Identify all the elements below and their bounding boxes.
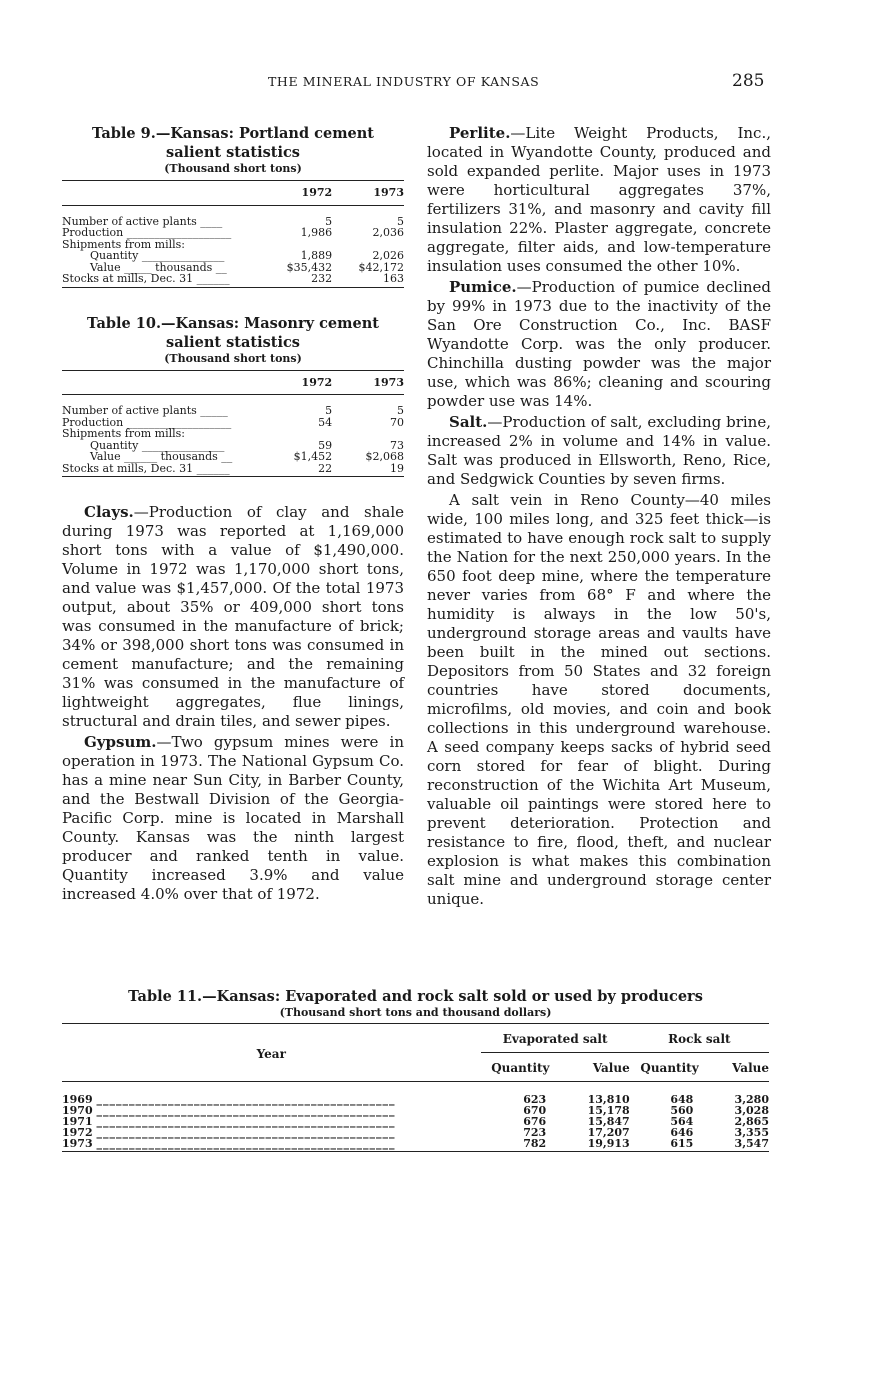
cell-1972: $1,452 (293, 450, 333, 463)
evap-qty-cell: 782 (481, 1138, 561, 1152)
evap-qty-cell: 723 (523, 1126, 547, 1139)
evap-val-cell: 13,810 (587, 1093, 630, 1106)
rock-quantity-header: Quantity (630, 1053, 710, 1082)
rock-val-cell: 3,028 (734, 1104, 769, 1117)
table-row (62, 250, 404, 262)
year-label: 1973 (62, 1137, 93, 1150)
table-10-col-1972: 1972 (260, 370, 332, 395)
table-row (62, 463, 404, 477)
table-9-subcaption: (Thousand short tons) (164, 162, 302, 175)
cell-1973: 19 (332, 463, 404, 477)
rock-val-cell: 3,280 (734, 1093, 769, 1106)
row-label: Value ______ thousands __ (90, 450, 233, 463)
perlite-paragraph (427, 124, 771, 276)
pumice-paragraph (427, 278, 771, 411)
table-10-grid (62, 370, 404, 478)
year-label: 1971 (62, 1115, 93, 1128)
clays-paragraph (62, 503, 404, 731)
table-row (62, 428, 404, 440)
table-10-col-1973: 1973 (332, 370, 404, 395)
table-row (62, 227, 404, 239)
salt-body: —Production of salt, excluding brine, increased 2% in volume and 14% in value. Salt was produced in Ellsworth, Reno, Rice, and Sedgwick Counties by seven firms. (427, 413, 771, 488)
evaporated-salt-header: Evaporated salt (481, 1024, 630, 1053)
evap-val-cell: 19,913 (560, 1138, 630, 1152)
row-label: Number of active plants _____ (62, 404, 228, 417)
leader-dots: ______________________________________________ (96, 1104, 396, 1117)
rock-salt-header: Rock salt (630, 1024, 769, 1053)
cell-1972: 1,889 (300, 249, 333, 262)
gypsum-heading: Gypsum. (84, 733, 157, 751)
cell-1972: 5 (325, 404, 333, 417)
table-9-grid (62, 180, 404, 288)
cell-1973: $42,172 (358, 260, 404, 274)
rock-val-cell: 2,865 (734, 1115, 769, 1128)
cell-1972: 1,986 (300, 226, 333, 239)
left-column (62, 124, 404, 904)
evap-value-header: Value (560, 1053, 630, 1082)
evap-qty-cell: 676 (523, 1115, 547, 1128)
cell-1973: 2,026 (372, 249, 404, 262)
row-label: Number of active plants ____ (62, 214, 223, 228)
cell-1972: 232 (260, 273, 332, 287)
cell-1972 (260, 428, 332, 440)
cell-1973: 70 (390, 415, 404, 429)
cell-1972: 22 (260, 463, 332, 477)
cell-1972: $35,432 (286, 260, 333, 274)
rock-qty-cell: 648 (670, 1093, 694, 1106)
year-cell (62, 1138, 481, 1152)
cell-1973 (332, 428, 404, 440)
evap-val-cell: 15,178 (587, 1104, 630, 1117)
leader-dots: ______________________________________________ (96, 1126, 396, 1139)
row-label: Quantity _______________ (90, 438, 225, 452)
table-11-grid (62, 1023, 769, 1152)
evap-val-cell: 15,847 (587, 1115, 630, 1128)
table-11-caption: Table 11.—Kansas: Evaporated and rock salt sold or used by producers (128, 988, 703, 1005)
rock-qty-cell: 564 (670, 1115, 694, 1128)
rock-val-cell: 3,355 (734, 1126, 769, 1139)
gypsum-body: —Two gypsum mines were in operation in 1973. The National Gypsum Co. has a mine near Sun City, in Barber County, and the Bestwall Division of the Georgia-Pacific Corp. mine is located in Marshall County. Kansas was the ninth largest producer and ranked tenth in value. Quantity increased 3.9% and value increased 4.0% over that of 1972. (62, 733, 404, 903)
cell-1973: 5 (397, 214, 404, 228)
row-label: Shipments from mills: (62, 427, 185, 440)
leader-dots: ______________________________________________ (96, 1137, 396, 1150)
cell-1973: $2,068 (365, 450, 404, 463)
year-label: 1969 (62, 1093, 93, 1106)
table-11-subcaption: (Thousand short tons and thousand dollars) (279, 1006, 552, 1019)
gypsum-paragraph (62, 733, 404, 904)
table-9-caption: Table 9.—Kansas: Portland cement salient statistics (91, 125, 375, 161)
row-label: Production ___________________ (62, 226, 232, 239)
salt-heading: Salt. (449, 413, 488, 431)
year-label: 1972 (62, 1126, 93, 1139)
row-label: Production ___________________ (62, 415, 232, 429)
evap-qty-cell: 623 (523, 1093, 547, 1106)
cell-1972: 54 (318, 415, 333, 429)
rock-qty-cell: 560 (670, 1104, 694, 1117)
row-label: Stocks at mills, Dec. 31 ______ (62, 463, 260, 477)
cell-1972: 59 (318, 438, 333, 452)
salt-vein-paragraph: A salt vein in Reno County—40 miles wide, 100 miles long, and 325 feet thick—is estimated to have enough rock salt to supply the Nation for the next 250,000 years. In the 650 foot deep mine, where the temperature never varies from 68° F and where the humidity is always in the low 50's, underground storage areas and vaults have been built in the mined out sections. Depositors from 50 States and 32 foreign countries have stored documents, microfilms, old movies, and coin and book collections in this underground warehouse. A seed company keeps sacks of hybrid seed corn stored for fear of blight. During reconstruction of the Wichita Art Museum, valuable oil paintings were stored here to prevent deterioration. Protection and resistance to fire, flood, theft, and nuclear explosion is what makes this combination salt mine and underground storage center unique. (427, 491, 771, 908)
table-10 (62, 314, 404, 478)
table-10-caption: Table 10.—Kansas: Masonry cement salient statistics (87, 314, 379, 351)
cell-1972: 5 (325, 214, 333, 228)
leader-dots: ______________________________________________ (96, 1115, 396, 1128)
table-9-col-1972: 1972 (260, 181, 332, 206)
clays-body: —Production of clay and shale during 1973 was reported at 1,169,000 short tons with a value of $1,490,000. Volume in 1972 was 1,170,000 short tons, and value was $1,457,000. Of the total 1973 output, about 35% or 409,000 short tons was consumed in the manufacture of brick; 34% or 398,000 short tons was consumed in cement manufacture; and the remaining 31% was consumed in the manufacture of lightweight aggregates, flue linings, structural and drain tiles, and sewer pipes. (62, 503, 404, 730)
table-9-col-1973: 1973 (332, 181, 404, 206)
table-10-blank-header (62, 370, 260, 395)
table-9-blank-header (62, 181, 260, 206)
cell-1973: 2,036 (372, 226, 404, 239)
year-label: 1970 (62, 1104, 93, 1117)
pumice-heading: Pumice. (449, 278, 517, 296)
table-11 (62, 988, 769, 1152)
table-row (62, 205, 404, 227)
rock-val-cell: 3,547 (709, 1138, 769, 1152)
row-label: Shipments from mills: (62, 237, 185, 251)
year-cell (62, 1082, 481, 1106)
table-row (62, 1082, 769, 1106)
year-header: Year (62, 1024, 481, 1082)
salt-paragraph (427, 413, 771, 489)
cell-1973: 5 (397, 404, 404, 417)
table-row (62, 451, 404, 463)
table-10-subcaption: (Thousand short tons) (164, 351, 302, 365)
row-label: Quantity _______________ (90, 249, 225, 262)
page-header (0, 71, 875, 96)
pumice-body: —Production of pumice declined by 99% in 1973 due to the inactivity of the San Ore Construction Co., Inc. BASF Wyandotte Corp. was the only producer. Chinchilla dusting powder was the major use, which was 86%; cleaning and scouring powder use was 14%. (427, 278, 771, 410)
clays-heading: Clays. (84, 503, 134, 521)
perlite-body: —Lite Weight Products, Inc., located in Wyandotte County, produced and sold expanded perlite. Major uses in 1973 were horticultural aggregates 37%, fertilizers 31%, and masonry and cavity fill insulation 22%. Plaster aggregate, concrete aggregate, filter aids, and low-temperature insulation uses consumed the other 10%. (427, 124, 771, 275)
evap-qty-cell: 670 (523, 1104, 547, 1117)
table-row (62, 395, 404, 417)
cell-1973: 163 (332, 273, 404, 287)
table-9 (62, 124, 404, 288)
rock-qty-cell: 646 (670, 1126, 694, 1139)
row-label: Value _____ thousands __ (90, 260, 227, 274)
rock-qty-cell: 615 (630, 1138, 710, 1152)
evap-val-cell: 17,207 (587, 1126, 630, 1139)
running-head: THE MINERAL INDUSTRY OF KANSAS (268, 74, 540, 89)
cell-1973: 73 (390, 438, 404, 452)
rock-value-header: Value (709, 1053, 769, 1082)
table-row (62, 273, 404, 287)
leader-dots: ______________________________________________ (96, 1093, 396, 1106)
page-number: 285 (732, 71, 765, 91)
right-column (427, 124, 771, 909)
evap-quantity-header: Quantity (481, 1053, 561, 1082)
row-label: Stocks at mills, Dec. 31 ______ (62, 273, 260, 287)
perlite-heading: Perlite. (449, 124, 511, 142)
table-row (62, 1138, 769, 1152)
